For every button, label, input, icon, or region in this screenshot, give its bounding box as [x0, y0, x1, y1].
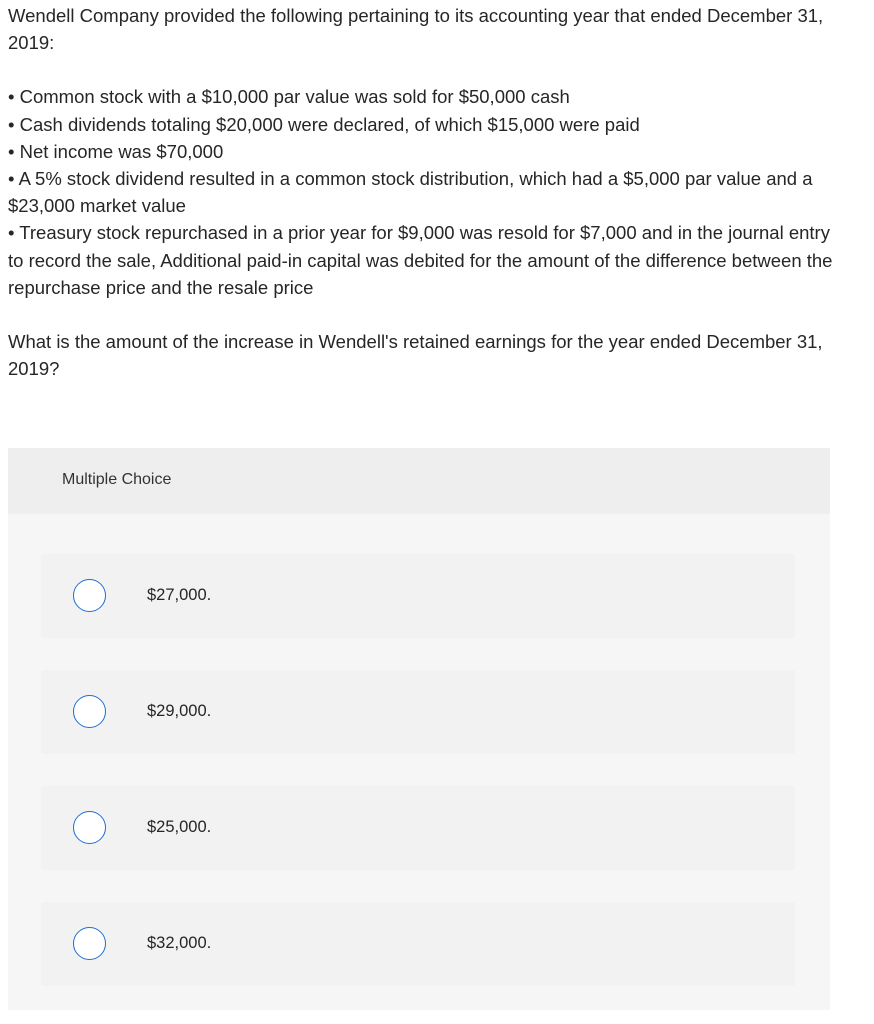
radio-button-icon[interactable]	[73, 811, 106, 844]
choice-label: $27,000.	[147, 586, 212, 604]
choice-option-1[interactable]	[41, 554, 795, 638]
radio-button-icon[interactable]	[73, 695, 106, 728]
choice-label: $25,000.	[147, 818, 212, 836]
radio-button-icon[interactable]	[73, 579, 106, 612]
bullet-item: • Cash dividends totaling $20,000 were declared, of which $15,000 were paid	[8, 113, 640, 135]
bullet-item: • A 5% stock dividend resulted in a common stock distribution, which had a $5,000 par value and a $23,000 market value	[8, 168, 813, 217]
multiple-choice-title: Multiple Choice	[62, 471, 172, 488]
radio-button-icon[interactable]	[73, 927, 106, 960]
bullet-item: • Net income was $70,000	[8, 140, 224, 162]
multiple-choice-panel	[8, 448, 830, 1010]
question-prompt: What is the amount of the increase in Wendell's retained earnings for the year ended December 31, 2019?	[8, 331, 823, 380]
multiple-choice-header	[8, 448, 830, 514]
choice-label: $32,000.	[147, 934, 212, 952]
choice-option-4[interactable]	[41, 902, 795, 986]
choice-label: $29,000.	[147, 702, 212, 720]
question-intro: Wendell Company provided the following pertaining to its accounting year that ended December 31, 2019:	[8, 5, 824, 54]
choice-option-3[interactable]	[41, 786, 795, 870]
choice-option-2[interactable]	[41, 670, 795, 754]
bullet-item: • Treasury stock repurchased in a prior year for $9,000 was resold for $7,000 and in the journal entry to record the sale, Additional paid-in capital was debited for the amount of the difference between the repurchase price and the resale price	[8, 222, 833, 298]
bullet-item: • Common stock with a $10,000 par value was sold for $50,000 cash	[8, 86, 570, 108]
question-text	[8, 2, 838, 382]
